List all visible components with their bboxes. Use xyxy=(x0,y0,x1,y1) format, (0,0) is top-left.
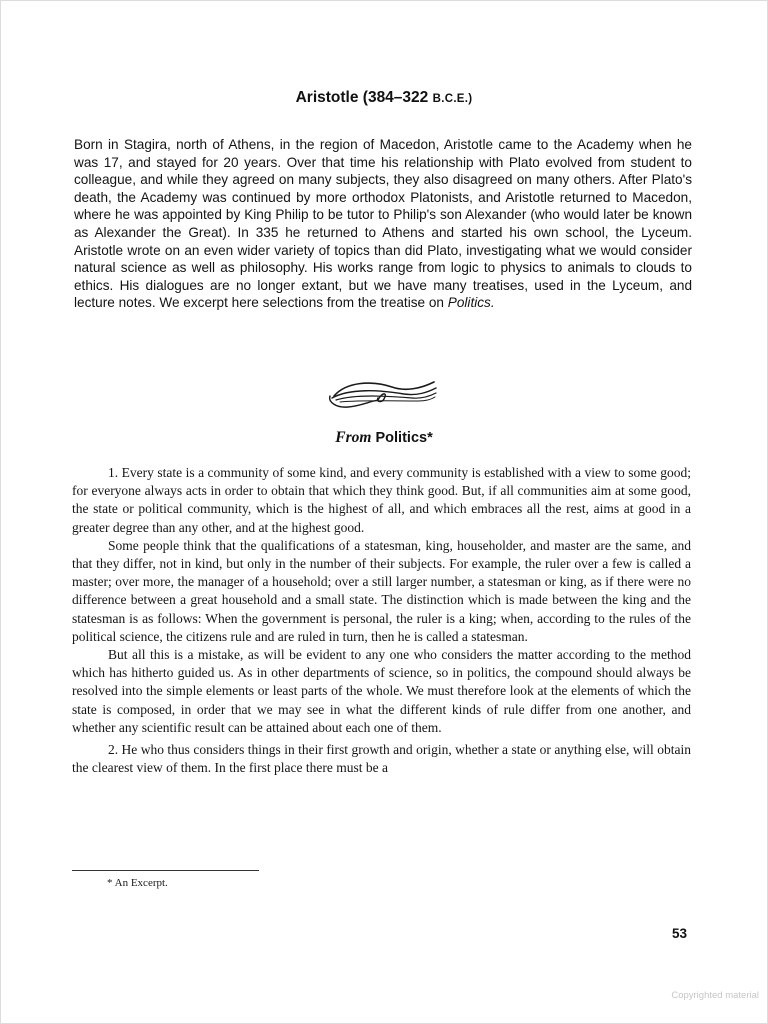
paragraph: But all this is a mistake, as will be evident to any one who considers the matter according to the method which has hitherto guided us. As in other departments of science, so in politics, the compound should always be resolved into the simple elements or least parts of the whole. We must therefore look at the elements of which the state is composed, in order that we may see in what the different kinds of rule differ from one another, and whether any scientific result can be attained about each one of them. xyxy=(72,647,691,735)
copyright-watermark: Copyrighted material xyxy=(671,990,759,1001)
excerpt-body xyxy=(72,464,691,777)
author-dates: (384–322 xyxy=(362,89,429,106)
page-number: 53 xyxy=(672,926,688,941)
section-title-work: Politics* xyxy=(375,430,433,446)
biography-work-title: Politics. xyxy=(447,295,495,311)
author-biography xyxy=(74,136,692,312)
author-era: B.C.E.) xyxy=(432,93,473,105)
biography-text: Born in Stagira, north of Athens, in the region of Macedon, Aristotle came to the Academy when he was 17, and stayed for 20 years. Over that time his relationship with Plato evolved from student to colleague, and while they agreed on many subjects, they also disagreed on many others. After Plato's death, the Academy was continued by more orthodox Platonists, and Aristotle returned to Macedon, where he was appointed by King Philip to be tutor to Philip's son Alexander (who would later be known as Alexander the Great). In 335 he returned to Athens and started his own school, the Lyceum. Aristotle wrote on an even wider variety of topics than did Plato, investigating what we would consider natural science as well as philosophy. His works range from logic to physics to animals to clouds to ethics. His dialogues are no longer extant, but we have many treatises, used in the Lyceum, and lecture notes. We excerpt here selections from the treatise on xyxy=(74,137,692,311)
decorative-flourish-icon xyxy=(326,374,438,412)
footnote: * An Excerpt. xyxy=(107,877,168,889)
author-name: Aristotle xyxy=(295,89,359,106)
author-heading xyxy=(1,89,767,107)
footnote-divider xyxy=(72,870,259,871)
paragraph: 2. He who thus considers things in their first growth and origin, whether a state or anything else, will obtain the clearest view of them. In the first place there must be a xyxy=(72,742,691,776)
section-title-from: From xyxy=(335,429,372,446)
section-title xyxy=(1,429,767,447)
paragraph: Some people think that the qualifications of a statesman, king, householder, and master are the same, and that they differ, not in kind, but only in the number of their subjects. For example, the ruler over a few is called a master; over more, the manager of a household; over a still larger number, a statesman or king, as if there were no difference between a great household and a small state. The distinction which is made between the king and the statesman is as follows: When the government is personal, the ruler is a king; when, according to the rules of the political science, the citizens rule and are ruled in turn, then he is called a statesman. xyxy=(72,537,691,644)
paragraph: 1. Every state is a community of some kind, and every community is established with a view to some good; for everyone always acts in order to obtain that which they think good. But, if all communities aim at some good, the state or political community, which is the highest of all, and which embraces all the rest, aims at good in a greater degree than any other, and at the highest good. xyxy=(72,465,691,535)
